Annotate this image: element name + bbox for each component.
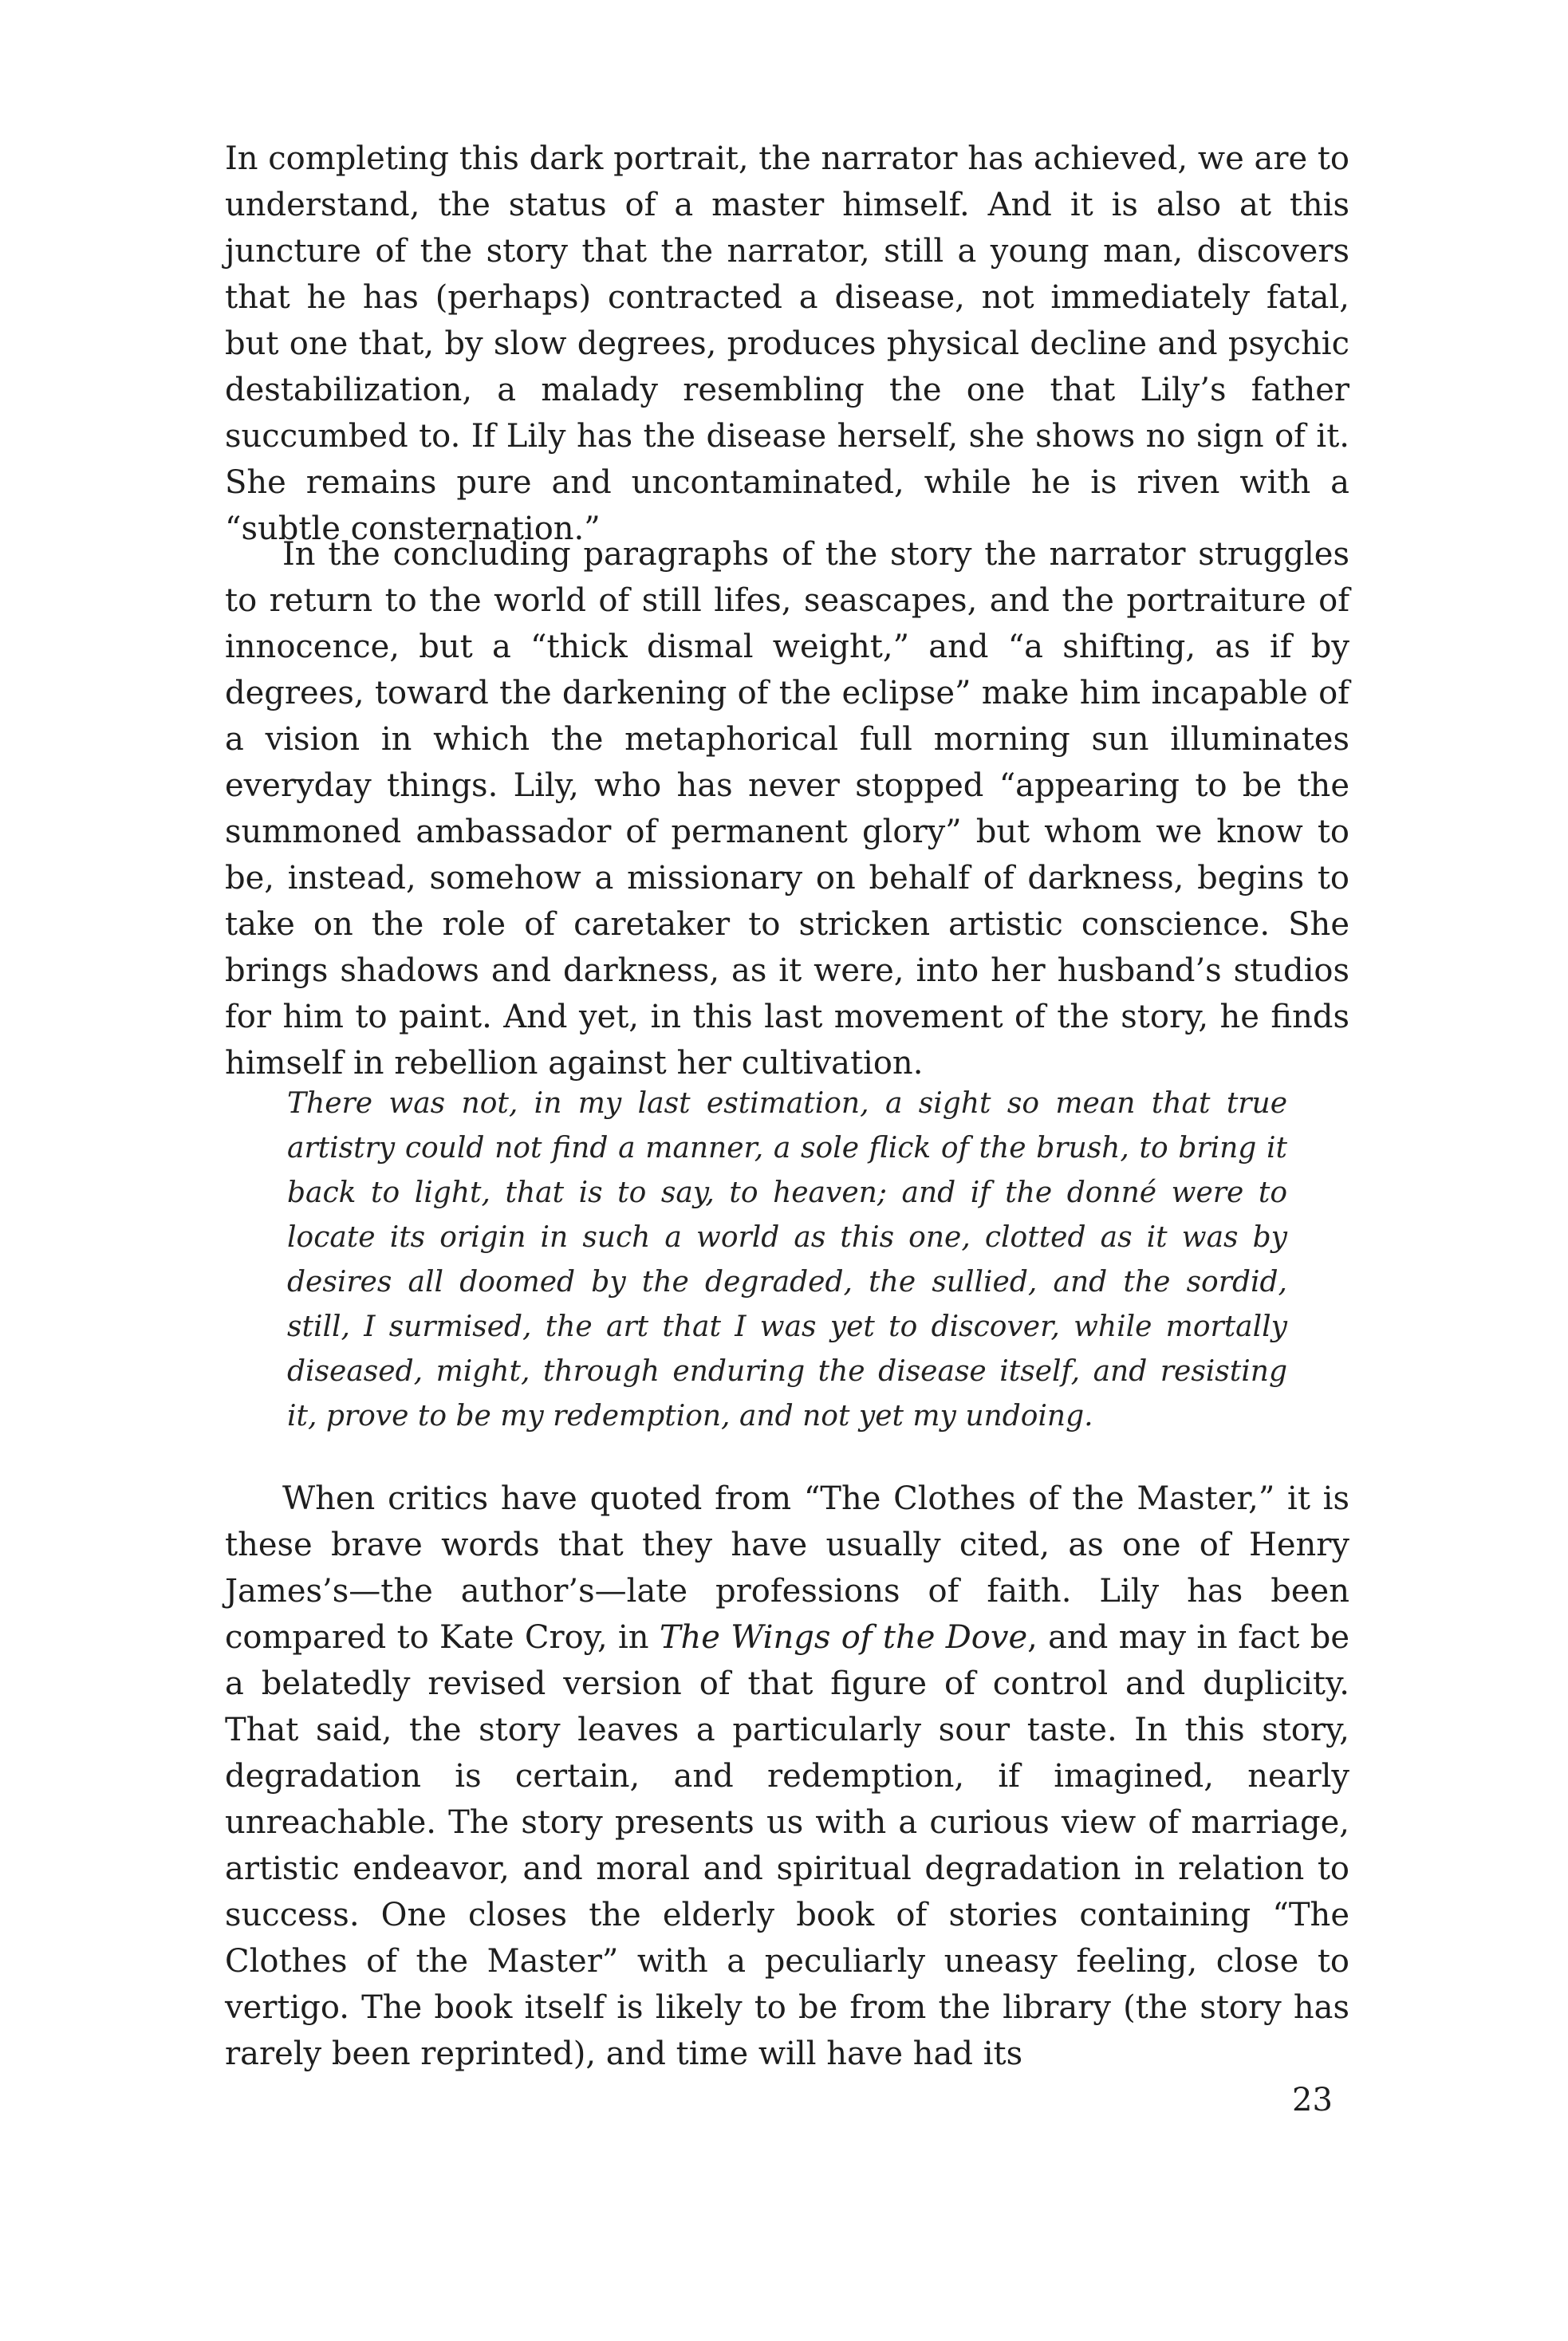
paragraph-text: In the concluding paragraphs of the story the narrator struggles to return to the world of still lifes, seascapes, and the portraiture of innocence, but a “thick dismal weight,” and “a shifting, as if by degrees, toward the darkening of the eclipse” make him incapable of a vision in which the metaphorical full morning sun illuminates everyday things. Lily, who has never stopped “appearing to be the summoned ambassador of permanent glory” but whom we know to be, instead, somehow a missionary on behalf of darkness, begins to take on the role of caretaker to stricken artistic conscience. She brings shadows and darkness, as it were, into her husband’s studios for him to paint. And yet, in this last movement of the story, he finds himself in rebellion against her cultivation.	[225, 536, 1349, 1082]
book-title: The Wings of the Dove	[659, 1619, 1028, 1656]
page-number: 23	[1292, 2082, 1333, 2118]
block-quote	[287, 1082, 1287, 1439]
paragraph-3	[225, 1476, 1349, 2077]
paragraph-1	[225, 136, 1349, 552]
paragraph-text-part: When critics have quoted from “The Clothes of the Master,” it is these brave words that they have usually cited, as one of Henry James’s—the author’s—late professions of faith. Lily has been compared to Kate Croy, in	[225, 1480, 1349, 1656]
paragraph-2	[225, 531, 1349, 1086]
paragraph-text: In completing this dark portrait, the narrator has achieved, we are to understand, the status of a master himself. And it is also at this juncture of the story that the narrator, still a young man, discovers that he has (perhaps) contracted a disease, not immediately fatal, but one that, by slow degrees, produces physical decline and psychic destabilization, a malady resembling the one that Lily’s father succumbed to. If Lily has the disease herself, she shows no sign of it. She remains pure and uncontaminated, while he is riven with a “subtle consternation.”	[225, 140, 1349, 547]
paragraph-text-part: , and may in fact be a belatedly revised version of that figure of control and duplicity. That said, the story leaves a particularly sour taste. In this story, degradation is certain, and redemption, if imagined, nearly unreachable. The story presents us with a curious view of marriage, artistic endeavor, and moral and spiritual degradation in relation to success. One closes the elderly book of stories containing “The Clothes of the Master” with a peculiarly uneasy feeling, close to vertigo. The book itself is likely to be from the library (the story has rarely been reprinted), and time will have had its	[225, 1619, 1349, 2072]
quote-text: There was not, in my last estimation, a sight so mean that true artistry could not find a manner, a sole flick of the brush, to bring it back to light, that is to say, to heaven; and if the donné were to locate its origin in such a world as this one, clotted as it was by desires all doomed by the degraded, the sullied, and the sordid, still, I surmised, the art that I was yet to discover, while mortally diseased, might, through enduring the disease itself, and resisting it, prove to be my redemption, and not yet my undoing.	[287, 1087, 1287, 1433]
paragraph-text	[225, 1476, 1349, 2077]
